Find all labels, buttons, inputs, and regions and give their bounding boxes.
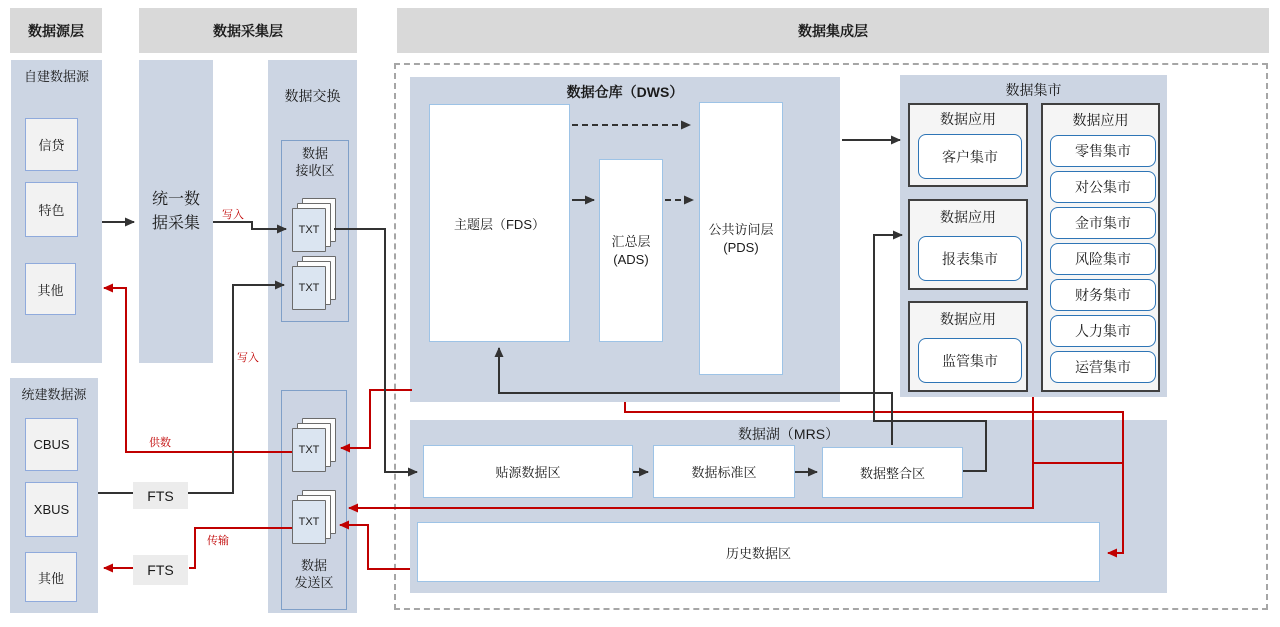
mart-gold-market-label: 金市集市	[1075, 215, 1131, 231]
mart-finance	[1050, 279, 1156, 311]
mart-regulatory	[918, 338, 1022, 383]
zone-history-data	[417, 522, 1100, 582]
data-exchange-title: 数据交换	[284, 88, 341, 104]
box-xbus	[25, 482, 78, 537]
app-box-customer-label: 数据应用	[940, 111, 996, 127]
zone-source-data-label: 贴源数据区	[495, 465, 561, 480]
mart-hr-label: 人力集市	[1075, 323, 1131, 339]
app-box-customer	[908, 103, 1028, 187]
mart-operation-label: 运营集市	[1075, 359, 1131, 375]
app-box-regulatory	[908, 301, 1028, 392]
box-unified-collection-label	[152, 188, 200, 236]
mart-report-label: 报表集市	[942, 250, 998, 267]
txt-file-icon-receive-1	[292, 198, 338, 252]
mart-customer-label: 客户集市	[942, 148, 998, 165]
app-box-report	[908, 199, 1028, 290]
mart-risk	[1050, 243, 1156, 275]
box-summary-layer-line2: (ADS)	[613, 251, 649, 267]
txt-file-icon-receive-2	[292, 256, 338, 310]
app-box-regulatory-label: 数据应用	[940, 311, 996, 327]
box-summary-layer-line1: 汇总层	[611, 233, 651, 249]
mart-risk-label: 风险集市	[1075, 251, 1131, 267]
box-cbus-label: CBUS	[33, 437, 70, 452]
container-self-built-title: 自建数据源	[23, 69, 89, 84]
mart-regulatory-label: 监管集市	[942, 352, 998, 369]
txt-file-icon-send-1	[292, 418, 338, 472]
data-warehouse-title: 数据仓库（DWS）	[566, 84, 684, 100]
send-label-line2: 发送区	[294, 574, 334, 590]
box-credit-label: 信贷	[38, 138, 65, 153]
zone-source-data	[423, 445, 633, 498]
box-other-self-label: 其他	[37, 282, 64, 298]
app-box-business-marts	[1041, 103, 1160, 392]
mart-retail-label: 零售集市	[1075, 143, 1131, 159]
data-mart-title: 数据集市	[1005, 82, 1062, 98]
box-other-jointly-label: 其他	[37, 570, 64, 586]
flow-label-transfer: 传输	[207, 535, 229, 547]
zone-data-integration	[822, 447, 963, 498]
mart-hr	[1050, 315, 1156, 347]
header-source-layer	[10, 8, 102, 53]
zone-data-integration-label: 数据整合区	[859, 466, 925, 481]
txt-page-front: TXT	[292, 208, 326, 252]
box-other-self	[25, 263, 76, 315]
box-fts-2	[133, 555, 188, 585]
flow-label-write-2: 写入	[237, 352, 259, 364]
txt-page-front: TXT	[292, 428, 326, 472]
box-unified-collection	[139, 60, 213, 363]
box-other-jointly	[25, 552, 77, 602]
mart-corporate	[1050, 171, 1156, 203]
header-collection-layer-label: 数据采集层	[213, 22, 283, 39]
mart-retail	[1050, 135, 1156, 167]
box-summary-layer-ads	[599, 159, 663, 342]
box-feature-label: 特色	[38, 203, 65, 218]
zone-data-standard	[653, 445, 795, 498]
send-label-line1: 数据	[300, 558, 327, 573]
zone-history-data-label: 历史数据区	[725, 545, 791, 561]
mart-operation	[1050, 351, 1156, 383]
box-xbus-label: XBUS	[33, 502, 70, 517]
box-cbus	[25, 418, 78, 471]
zone-data-send-label	[281, 558, 347, 592]
box-feature	[25, 182, 78, 237]
data-lake-title: 数据湖（MRS）	[737, 426, 840, 442]
txt-page-front: TXT	[292, 500, 326, 544]
mart-gold-market	[1050, 207, 1156, 239]
box-public-access-line2: (PDS)	[723, 239, 759, 255]
mart-customer	[918, 134, 1022, 179]
mart-corporate-label: 对公集市	[1075, 179, 1131, 195]
header-integration-layer	[397, 8, 1269, 53]
receive-label-line1: 数据	[301, 146, 328, 161]
box-credit	[25, 118, 78, 171]
unified-collection-line2: 据采集	[151, 214, 200, 232]
box-public-access-line1: 公共访问层	[708, 221, 774, 237]
receive-label-line2: 接收区	[295, 162, 335, 178]
box-subject-layer-label: 主题层（FDS）	[453, 216, 545, 232]
box-public-access-layer-pds	[699, 102, 783, 375]
txt-file-icon-send-2	[292, 490, 338, 544]
flow-label-write-1: 写入	[222, 209, 244, 221]
txt-page-front: TXT	[292, 266, 326, 310]
unified-collection-line1: 统一数	[151, 190, 200, 208]
mart-report	[918, 236, 1022, 281]
header-source-layer-label: 数据源层	[28, 22, 84, 39]
flow-label-supply: 供数	[149, 437, 171, 449]
header-integration-layer-label: 数据集成层	[798, 22, 868, 39]
box-subject-layer-fds	[429, 104, 570, 342]
header-collection-layer	[139, 8, 357, 53]
zone-data-standard-label: 数据标准区	[691, 465, 757, 480]
box-fts-1-label: FTS	[147, 487, 174, 504]
mart-finance-label: 财务集市	[1075, 287, 1131, 303]
container-jointly-built-title: 统建数据源	[21, 387, 87, 402]
app-box-report-label: 数据应用	[940, 209, 996, 225]
app-box-business-label: 数据应用	[1072, 112, 1129, 128]
box-fts-2-label: FTS	[147, 562, 174, 578]
box-fts-1	[133, 482, 188, 509]
zone-data-receive-label	[281, 146, 349, 180]
